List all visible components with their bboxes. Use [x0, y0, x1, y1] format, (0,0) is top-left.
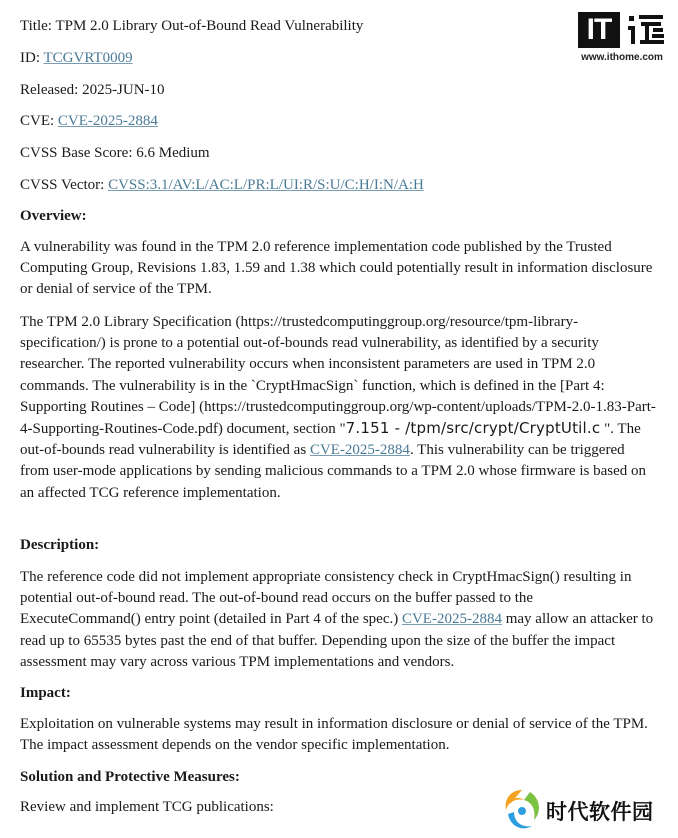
- solution-heading: Solution and Protective Measures:: [20, 769, 240, 785]
- cvss-vector-label: CVSS Vector:: [20, 177, 105, 193]
- overview-p2-code-path: 7.151 - /tpm/src/crypt/CryptUtil.c: [345, 419, 601, 438]
- watermark-text: 时代软件园: [546, 800, 654, 824]
- title-label: Title:: [20, 18, 52, 34]
- cve-link[interactable]: CVE-2025-2884: [57, 113, 158, 129]
- cvss-score-label: CVSS Base Score:: [20, 145, 133, 161]
- ithome-logo-icon: [626, 12, 666, 48]
- title-line: [20, 16, 363, 36]
- description-text-a: The reference code did not implement appropriate consistency check in CryptHmacSign() resulting in potential out-of-bound read. The out-of-bound read occurs on the buffer passed to the ExecuteCommand() entry point (detailed in Part 4 of the spec.): [20, 569, 632, 628]
- solution-paragraph: Review and implement TCG publications:: [20, 799, 274, 815]
- cvss-vector-link[interactable]: CVSS:3.1/AV:L/AC:L/PR:L/UI:R/S:U/C:H/I:N/A:H: [108, 177, 424, 193]
- overview-paragraph-1: A vulnerability was found in the TPM 2.0 reference implementation code published by the Trusted Computing Group, Revisions 1.83, 1.59 and 1.38 which could potentially result in information disclosure or denial of service of the TPM.: [20, 239, 653, 298]
- description-paragraph: [20, 567, 656, 673]
- watermark: [500, 786, 678, 836]
- id-link[interactable]: TCGVRT0009: [43, 50, 133, 66]
- released-label: Released:: [20, 82, 79, 98]
- ithome-logo-box: IT: [578, 12, 620, 48]
- overview-cve-link[interactable]: CVE-2025-2884: [309, 442, 410, 459]
- released-value: 2025-JUN-10: [82, 82, 165, 98]
- id-line: [20, 48, 133, 68]
- overview-p2-text-b: ". The out-of-bounds read vulnerability is identified as: [20, 421, 641, 459]
- cvss-score-value: 6.6 Medium: [136, 145, 210, 161]
- description-text-b: may allow an attacker to read up to 65535 bytes past the end of that buffer. Depending upon the size of the buffer the impact assessment may vary across various TPM implementations and vendors.: [20, 611, 654, 670]
- swirl-logo-icon: [500, 786, 544, 834]
- overview-p2-text-a: The TPM 2.0 Library Specification (https://trustedcomputinggroup.org/resource/tpm-library-specification/) is prone to a potential out-of-bounds read vulnerability, as identified by a security researcher. The reported vulnerability occurs when inconsistent parameters are used in TPM 2.0 commands. The vulnerability is in the `CryptHmacSign` function, which is defined in the [Part 4: Supporting Routines – Code] (https://trustedcomputinggroup.org/wp-content/uploads/TPM-2.0-1.83-Part-4-Supporting-Routines-Code.pdf) document, section ": [20, 314, 656, 438]
- overview-paragraph-2: [20, 312, 656, 504]
- cvss-vector-line: [20, 175, 424, 195]
- id-label: ID:: [20, 50, 40, 66]
- ithome-logo: [576, 10, 668, 68]
- impact-heading: Impact:: [20, 685, 71, 701]
- cve-line: [20, 111, 158, 131]
- ithome-url: www.ithome.com: [581, 52, 663, 63]
- description-cve-link[interactable]: CVE-2025-2884: [401, 611, 502, 628]
- title-value: TPM 2.0 Library Out-of-Bound Read Vulnerability: [55, 18, 364, 34]
- cvss-score-line: [20, 143, 210, 163]
- released-line: [20, 80, 165, 100]
- cve-label: CVE:: [20, 113, 55, 129]
- description-heading: Description:: [20, 537, 100, 553]
- overview-heading: Overview:: [20, 208, 87, 224]
- overview-p2-text-c: . This vulnerability can be triggered from user-mode applications by sending malicious commands to a TPM 2.0 whose firmware is based on an affected TCG reference implementation.: [20, 442, 646, 501]
- impact-paragraph: Exploitation on vulnerable systems may result in information disclosure or denial of service of the TPM. The impact assessment depends on the vendor specific implementation.: [20, 716, 648, 754]
